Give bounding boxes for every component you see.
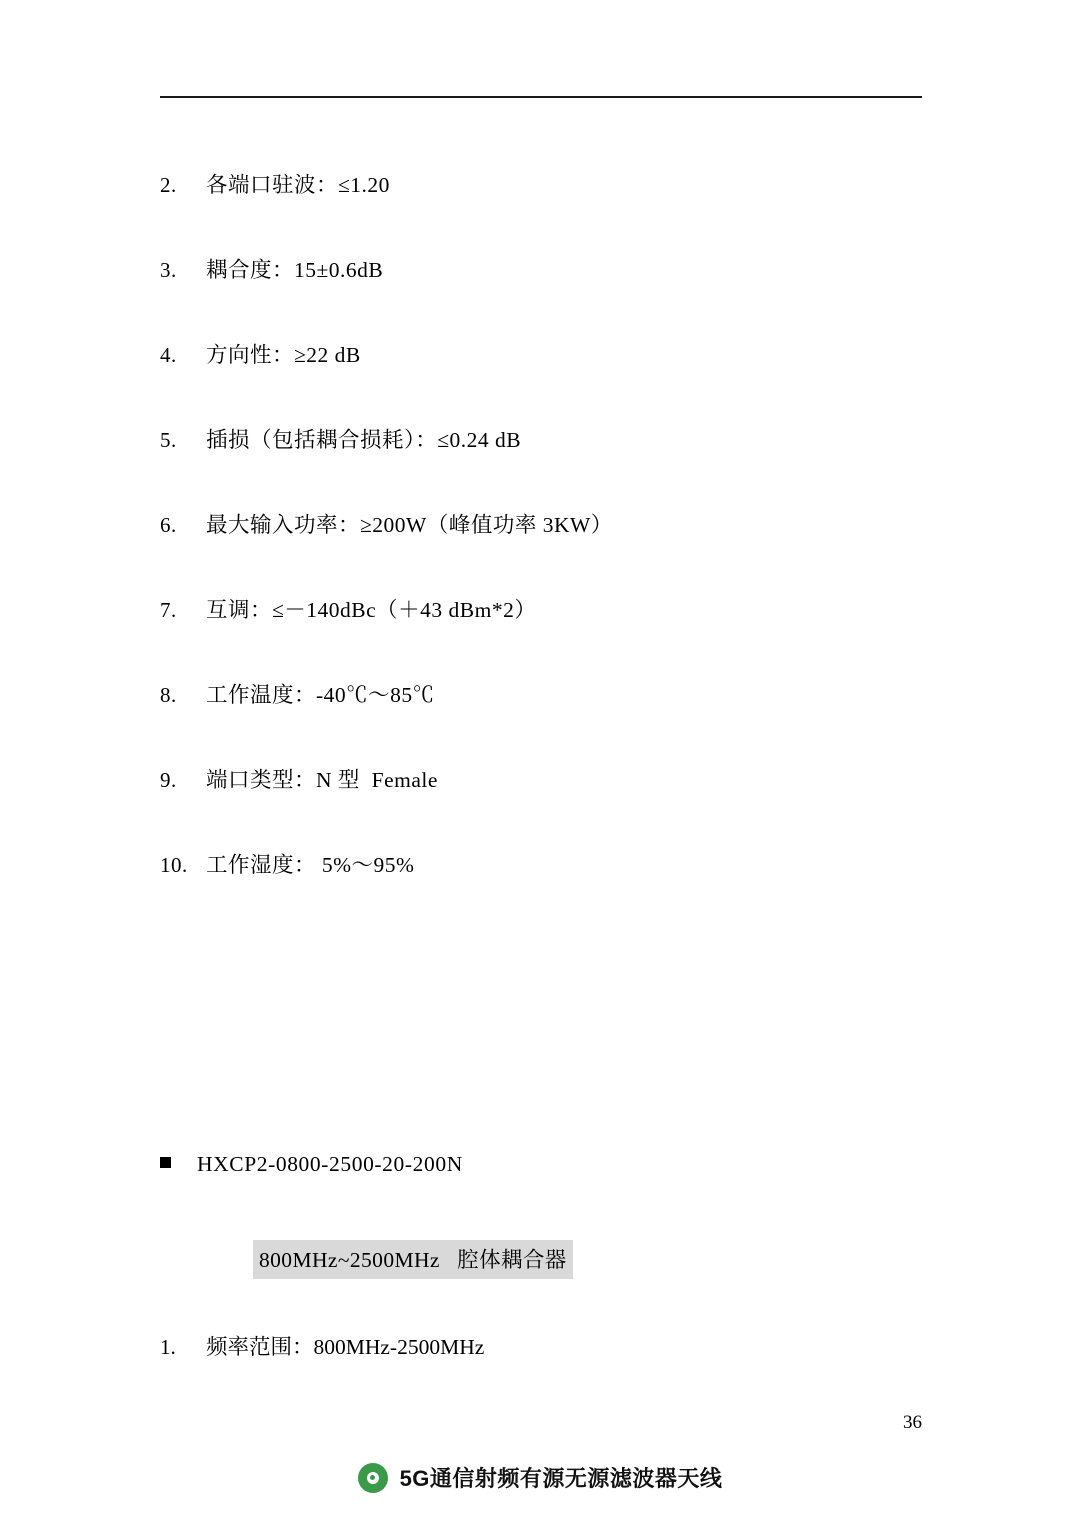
list-item xyxy=(160,763,960,848)
list-item-number: 6. xyxy=(160,513,177,537)
list-item-number: 1. xyxy=(160,1335,176,1359)
wechat-account-logo-icon xyxy=(358,1463,388,1493)
list-item xyxy=(160,253,960,338)
list-item xyxy=(160,593,960,678)
list-item-number: 8. xyxy=(160,683,177,707)
list-item-number: 5. xyxy=(160,428,177,452)
page-number: 36 xyxy=(903,1412,922,1433)
header-divider xyxy=(160,96,922,98)
footer-brand xyxy=(0,1462,1080,1493)
model-heading xyxy=(160,1152,463,1177)
list-item-number: 3. xyxy=(160,258,177,282)
list-item-number: 9. xyxy=(160,768,177,792)
list-item-number: 7. xyxy=(160,598,177,622)
footer-brand-text: 5G通信射频有源无源滤波器天线 xyxy=(399,1466,723,1491)
list-item-text: 方向性：≥22 dB xyxy=(206,343,361,367)
list-item-text: 耦合度：15±0.6dB xyxy=(206,258,384,282)
frequency-range-item xyxy=(160,1330,484,1361)
list-item-number: 10. xyxy=(160,853,188,877)
list-item xyxy=(160,508,960,593)
list-item-text: 工作湿度： 5%～95% xyxy=(206,853,415,877)
specification-list xyxy=(160,168,960,933)
list-item-text: 互调：≤－140dBc（＋43 dBm*2） xyxy=(206,598,537,622)
list-item xyxy=(160,678,960,763)
list-item-number: 2. xyxy=(160,173,177,197)
model-code-text: HXCP2-0800-2500-20-200N xyxy=(197,1152,463,1176)
highlighted-product-title: 800MHz~2500MHz 腔体耦合器 xyxy=(253,1240,573,1279)
list-item xyxy=(160,423,960,508)
list-item-text: 端口类型：N 型 Female xyxy=(206,768,438,792)
list-item-text: 各端口驻波：≤1.20 xyxy=(206,173,390,197)
list-item-text: 频率范围：800MHz-2500MHz xyxy=(206,1335,485,1359)
list-item xyxy=(160,848,960,933)
list-item-text: 最大输入功率：≥200W（峰值功率 3KW） xyxy=(206,513,613,537)
list-item-number: 4. xyxy=(160,343,177,367)
list-item-text: 工作温度：-40℃～85℃ xyxy=(206,683,435,707)
list-item xyxy=(160,168,960,253)
square-bullet-icon xyxy=(160,1157,171,1168)
list-item xyxy=(160,338,960,423)
list-item-text: 插损（包括耦合损耗）：≤0.24 dB xyxy=(206,428,522,452)
